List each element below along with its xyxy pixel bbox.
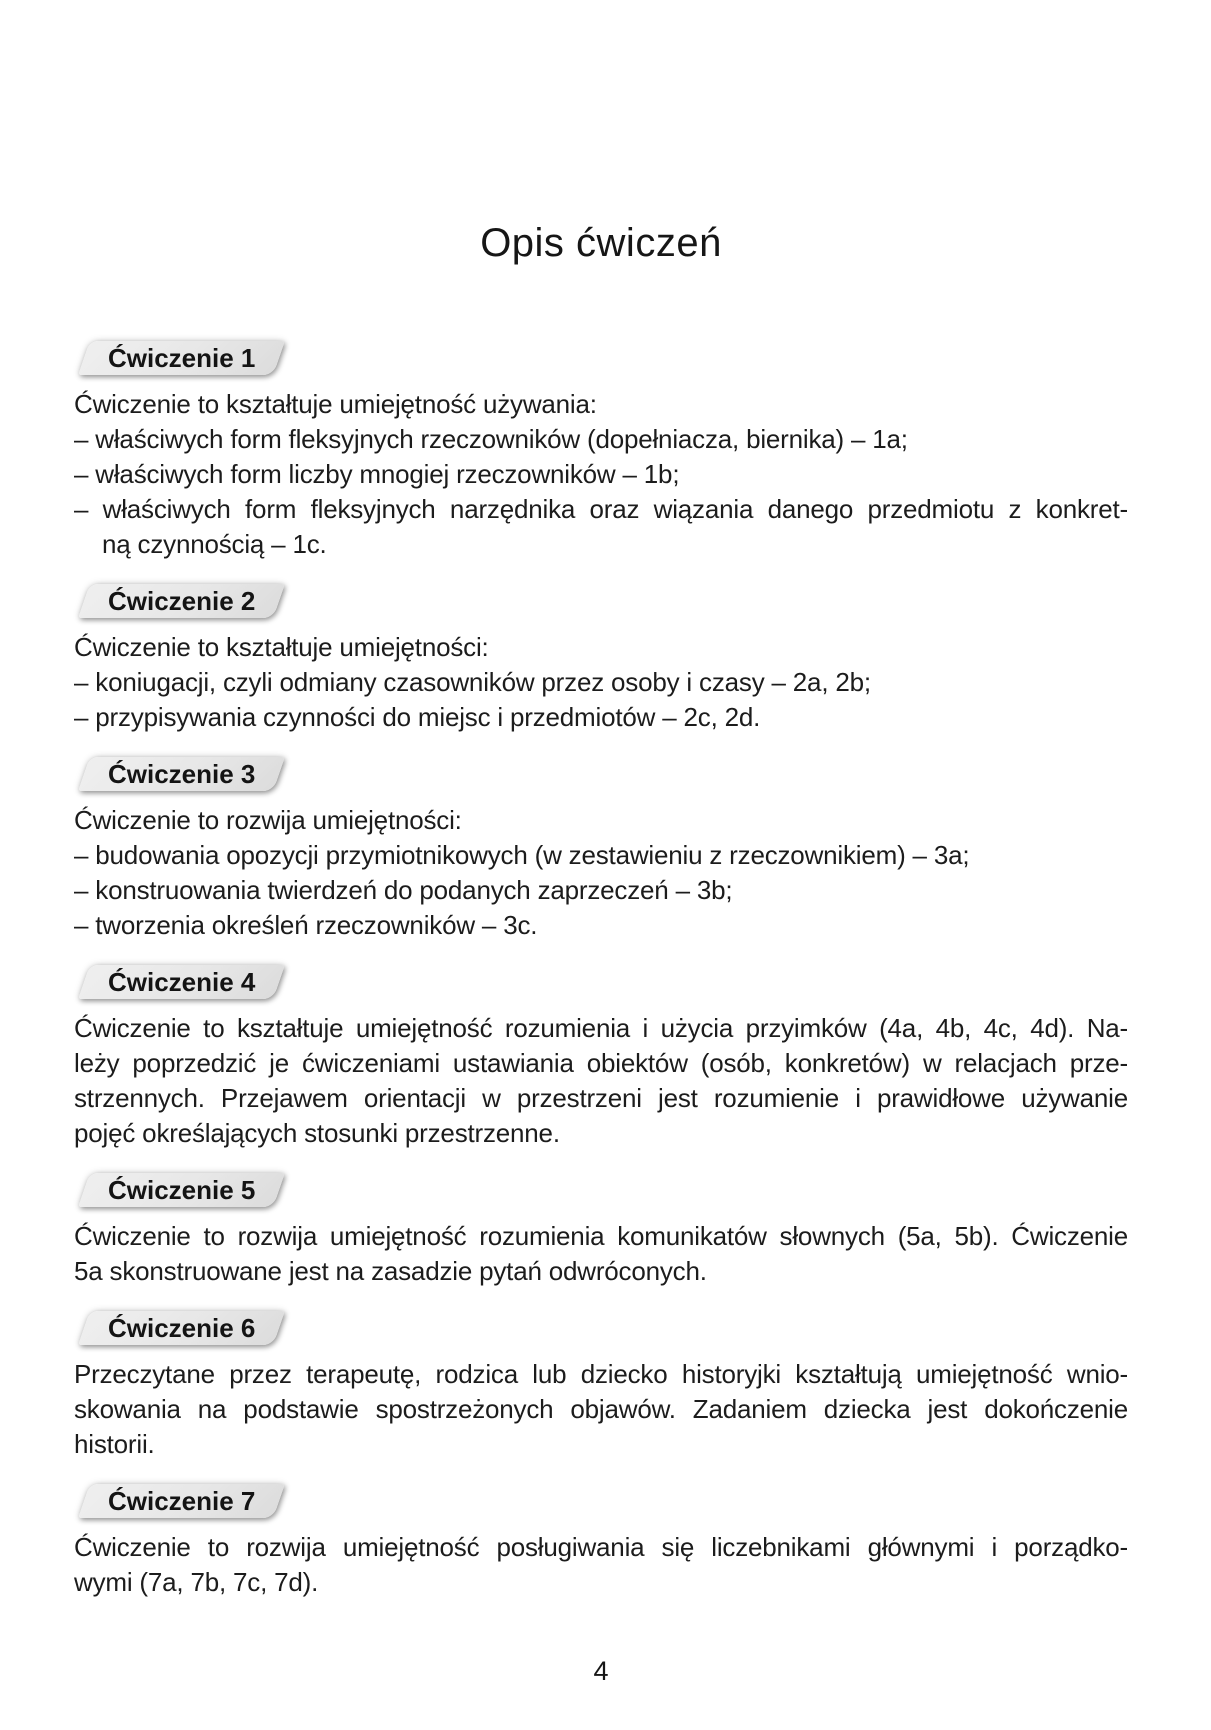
text-line: – budowania opozycji przymiotnikowych (w zestawieniu z rzeczownikiem) – 3a; bbox=[74, 840, 970, 870]
exercise-section bbox=[74, 341, 1128, 562]
text-line: – konstruowania twierdzeń do podanych zaprzeczeń – 3b; bbox=[74, 875, 733, 905]
text-line: Ćwiczenie to kształtuje umiejętność rozumienia i użycia przyimków (4a, 4b, 4c, 4d). Na- bbox=[74, 1013, 1128, 1043]
section-lines bbox=[74, 630, 1128, 735]
exercise-badge bbox=[78, 965, 285, 999]
badge-label: Ćwiczenie 4 bbox=[108, 967, 256, 997]
page-number: 4 bbox=[593, 1656, 609, 1686]
exercise-section bbox=[74, 1484, 1128, 1600]
exercise-section bbox=[74, 584, 1128, 735]
exercise-badge bbox=[78, 341, 285, 375]
text-line: historii. bbox=[74, 1429, 155, 1459]
exercise-section bbox=[74, 965, 1128, 1151]
exercise-badge bbox=[78, 1311, 285, 1345]
text-line: – koniugacji, czyli odmiany czasowników przez osoby i czasy – 2a, 2b; bbox=[74, 667, 871, 697]
page-title: Opis ćwiczeń bbox=[480, 221, 722, 265]
text-line: pojęć określających stosunki przestrzenne. bbox=[74, 1118, 560, 1148]
badge-label: Ćwiczenie 2 bbox=[108, 586, 256, 616]
section-lines bbox=[74, 387, 1128, 562]
exercise-section bbox=[74, 757, 1128, 943]
text-line: – przypisywania czynności do miejsc i przedmiotów – 2c, 2d. bbox=[74, 702, 761, 732]
text-line: Ćwiczenie to kształtuje umiejętność używania: bbox=[74, 389, 597, 419]
text-line: Ćwiczenie to kształtuje umiejętności: bbox=[74, 632, 489, 662]
text-line: ną czynnością – 1c. bbox=[102, 529, 327, 559]
exercise-badge bbox=[78, 1484, 285, 1518]
section-lines bbox=[74, 1011, 1128, 1151]
section-lines bbox=[74, 803, 1128, 943]
badge-label: Ćwiczenie 6 bbox=[108, 1313, 256, 1343]
exercise-badge bbox=[78, 584, 285, 618]
section-lines bbox=[74, 1219, 1128, 1289]
badge-label: Ćwiczenie 7 bbox=[108, 1486, 256, 1516]
text-line: wymi (7a, 7b, 7c, 7d). bbox=[74, 1567, 319, 1597]
exercise-section bbox=[74, 1173, 1128, 1289]
text-line: 5a skonstruowane jest na zasadzie pytań odwróconych. bbox=[74, 1256, 707, 1286]
sections bbox=[74, 341, 1128, 1600]
text-line: Przeczytane przez terapeutę, rodzica lub dziecko historyjki kształtują umiejętność wnio- bbox=[74, 1359, 1128, 1389]
badge-label: Ćwiczenie 3 bbox=[108, 759, 256, 789]
text-line: – tworzenia określeń rzeczowników – 3c. bbox=[74, 910, 538, 940]
text-line: Ćwiczenie to rozwija umiejętność rozumienia komunikatów słownych (5a, 5b). Ćwiczenie bbox=[74, 1221, 1128, 1251]
badge-label: Ćwiczenie 1 bbox=[108, 343, 256, 373]
text-line: leży poprzedzić je ćwiczeniami ustawiania obiektów (osób, konkretów) w relacjach prze- bbox=[74, 1048, 1128, 1078]
text-line: – właściwych form fleksyjnych rzeczowników (dopełniacza, biernika) – 1a; bbox=[74, 424, 908, 454]
badge-label: Ćwiczenie 5 bbox=[108, 1175, 256, 1205]
text-line: skowania na podstawie spostrzeżonych objawów. Zadaniem dziecka jest dokończenie bbox=[74, 1394, 1128, 1424]
exercise-badge bbox=[78, 757, 285, 791]
exercise-badge bbox=[78, 1173, 285, 1207]
section-lines bbox=[74, 1357, 1128, 1462]
text-line: Ćwiczenie to rozwija umiejętność posługiwania się liczebnikami głównymi i porządko- bbox=[74, 1532, 1128, 1562]
text-line: – właściwych form liczby mnogiej rzeczowników – 1b; bbox=[74, 459, 680, 489]
text-line: Ćwiczenie to rozwija umiejętności: bbox=[74, 805, 462, 835]
text-line: strzennych. Przejawem orientacji w przestrzeni jest rozumienie i prawidłowe używanie bbox=[74, 1083, 1128, 1113]
exercise-section bbox=[74, 1311, 1128, 1462]
text-line: – właściwych form fleksyjnych narzędnika oraz wiązania danego przedmiotu z konkret- bbox=[74, 494, 1128, 524]
section-lines bbox=[74, 1530, 1128, 1600]
